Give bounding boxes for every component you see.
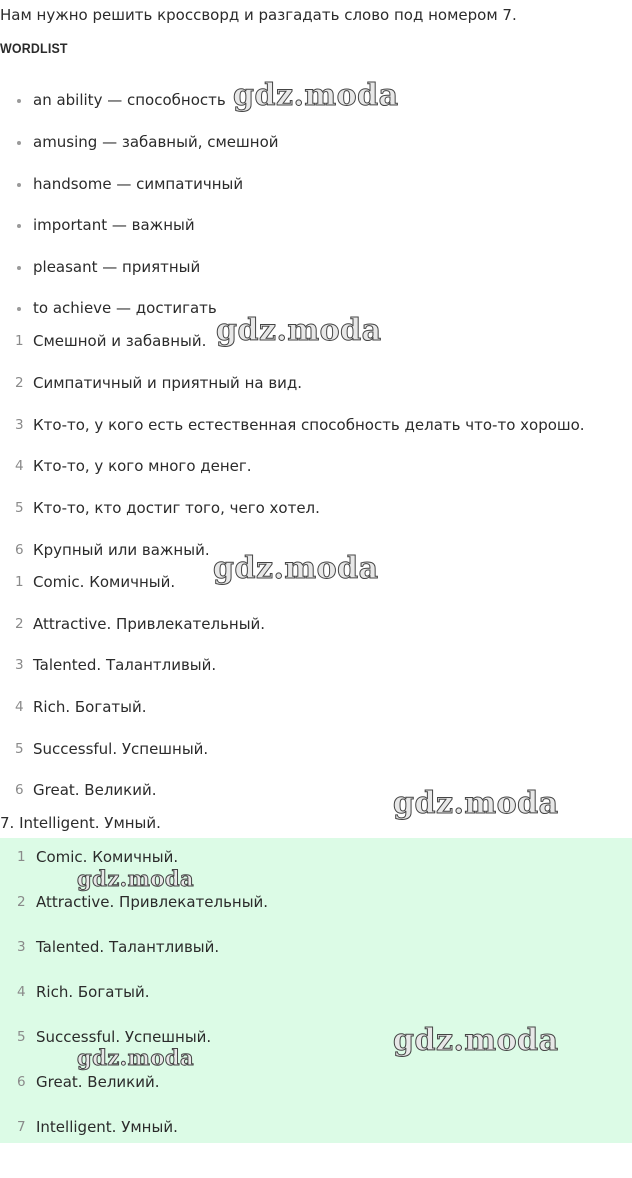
answer-text: Comic. Комичный. bbox=[33, 573, 176, 591]
wordlist-item bbox=[33, 133, 279, 151]
answer-number: 1 bbox=[17, 849, 26, 865]
wordlist-item-text: pleasant — приятный bbox=[33, 258, 201, 276]
wordlist-item bbox=[33, 216, 195, 234]
answer-number: 3 bbox=[15, 657, 24, 673]
clue-text: Симпатичный и приятный на вид. bbox=[33, 374, 303, 392]
watermark: gdz.moda bbox=[393, 1023, 559, 1058]
watermark: gdz.moda bbox=[393, 786, 559, 821]
wordlist-item-text: handsome — симпатичный bbox=[33, 175, 244, 193]
bullet bbox=[17, 141, 21, 145]
answer-number: 5 bbox=[15, 741, 24, 757]
answer-text: Rich. Богатый. bbox=[36, 983, 150, 1001]
answer-number: 7 bbox=[17, 1119, 26, 1135]
answer-number: 6 bbox=[15, 782, 24, 798]
answer-text: Rich. Богатый. bbox=[33, 698, 147, 716]
wordlist-item bbox=[33, 91, 226, 109]
clue-number: 1 bbox=[15, 333, 24, 349]
watermark: gdz.moda bbox=[77, 866, 195, 891]
answer-text: Great. Великий. bbox=[33, 781, 157, 799]
watermark: gdz.moda bbox=[216, 313, 382, 348]
wordlist-item-text: amusing — забавный, смешной bbox=[33, 133, 279, 151]
clue-text: Смешной и забавный. bbox=[33, 332, 207, 350]
clue-text: Крупный или важный. bbox=[33, 541, 210, 559]
wordlist-item bbox=[33, 258, 200, 276]
answer-number: 3 bbox=[17, 939, 26, 955]
answer-text: Attractive. Привлекательный. bbox=[36, 893, 269, 911]
clue-text: Кто-то, у кого много денег. bbox=[33, 457, 252, 475]
clue-number: 3 bbox=[15, 417, 24, 433]
wordlist-item-text: an ability — способность bbox=[33, 91, 226, 109]
watermark: gdz.moda bbox=[77, 1045, 195, 1070]
watermark: gdz.moda bbox=[233, 78, 399, 113]
final-answer: 7. Intelligent. Умный. bbox=[0, 814, 161, 832]
answer-number: 4 bbox=[17, 984, 26, 1000]
wordlist-item bbox=[33, 299, 217, 317]
answer-text: Attractive. Привлекательный. bbox=[33, 615, 266, 633]
bullet bbox=[17, 266, 21, 270]
clue-text: Кто-то, у кого есть естественная способность делать что-то хорошо. bbox=[33, 416, 585, 434]
answer-text: Great. Великий. bbox=[36, 1073, 160, 1091]
wordlist-item-text: important — важный bbox=[33, 216, 195, 234]
bullet bbox=[17, 99, 21, 103]
answer-number: 4 bbox=[15, 699, 24, 715]
answer-text: Talented. Талантливый. bbox=[36, 938, 220, 956]
wordlist-item-text: to achieve — достигать bbox=[33, 299, 217, 317]
clue-number: 2 bbox=[15, 375, 24, 391]
bullet bbox=[17, 183, 21, 187]
answer-text: Successful. Успешный. bbox=[36, 1028, 212, 1046]
answer-number: 5 bbox=[17, 1029, 26, 1045]
clue-text: Кто-то, кто достиг того, чего хотел. bbox=[33, 499, 320, 517]
answer-number: 1 bbox=[15, 574, 24, 590]
answer-number: 6 bbox=[17, 1074, 26, 1090]
intro-text: Нам нужно решить кроссворд и разгадать слово под номером 7. bbox=[0, 6, 517, 24]
answer-number: 2 bbox=[15, 616, 24, 632]
answer-text: Comic. Комичный. bbox=[36, 848, 179, 866]
answer-text: Talented. Талантливый. bbox=[33, 656, 217, 674]
clue-number: 4 bbox=[15, 458, 24, 474]
answer-text: Successful. Успешный. bbox=[33, 740, 209, 758]
watermark: gdz.moda bbox=[213, 551, 379, 586]
bullet bbox=[17, 224, 21, 228]
wordlist-title: WORDLIST bbox=[0, 41, 68, 56]
answer-number: 2 bbox=[17, 894, 26, 910]
wordlist-item bbox=[33, 175, 243, 193]
clue-number: 5 bbox=[15, 500, 24, 516]
answer-text: Intelligent. Умный. bbox=[36, 1118, 178, 1136]
bullet bbox=[17, 307, 21, 311]
clue-number: 6 bbox=[15, 542, 24, 558]
